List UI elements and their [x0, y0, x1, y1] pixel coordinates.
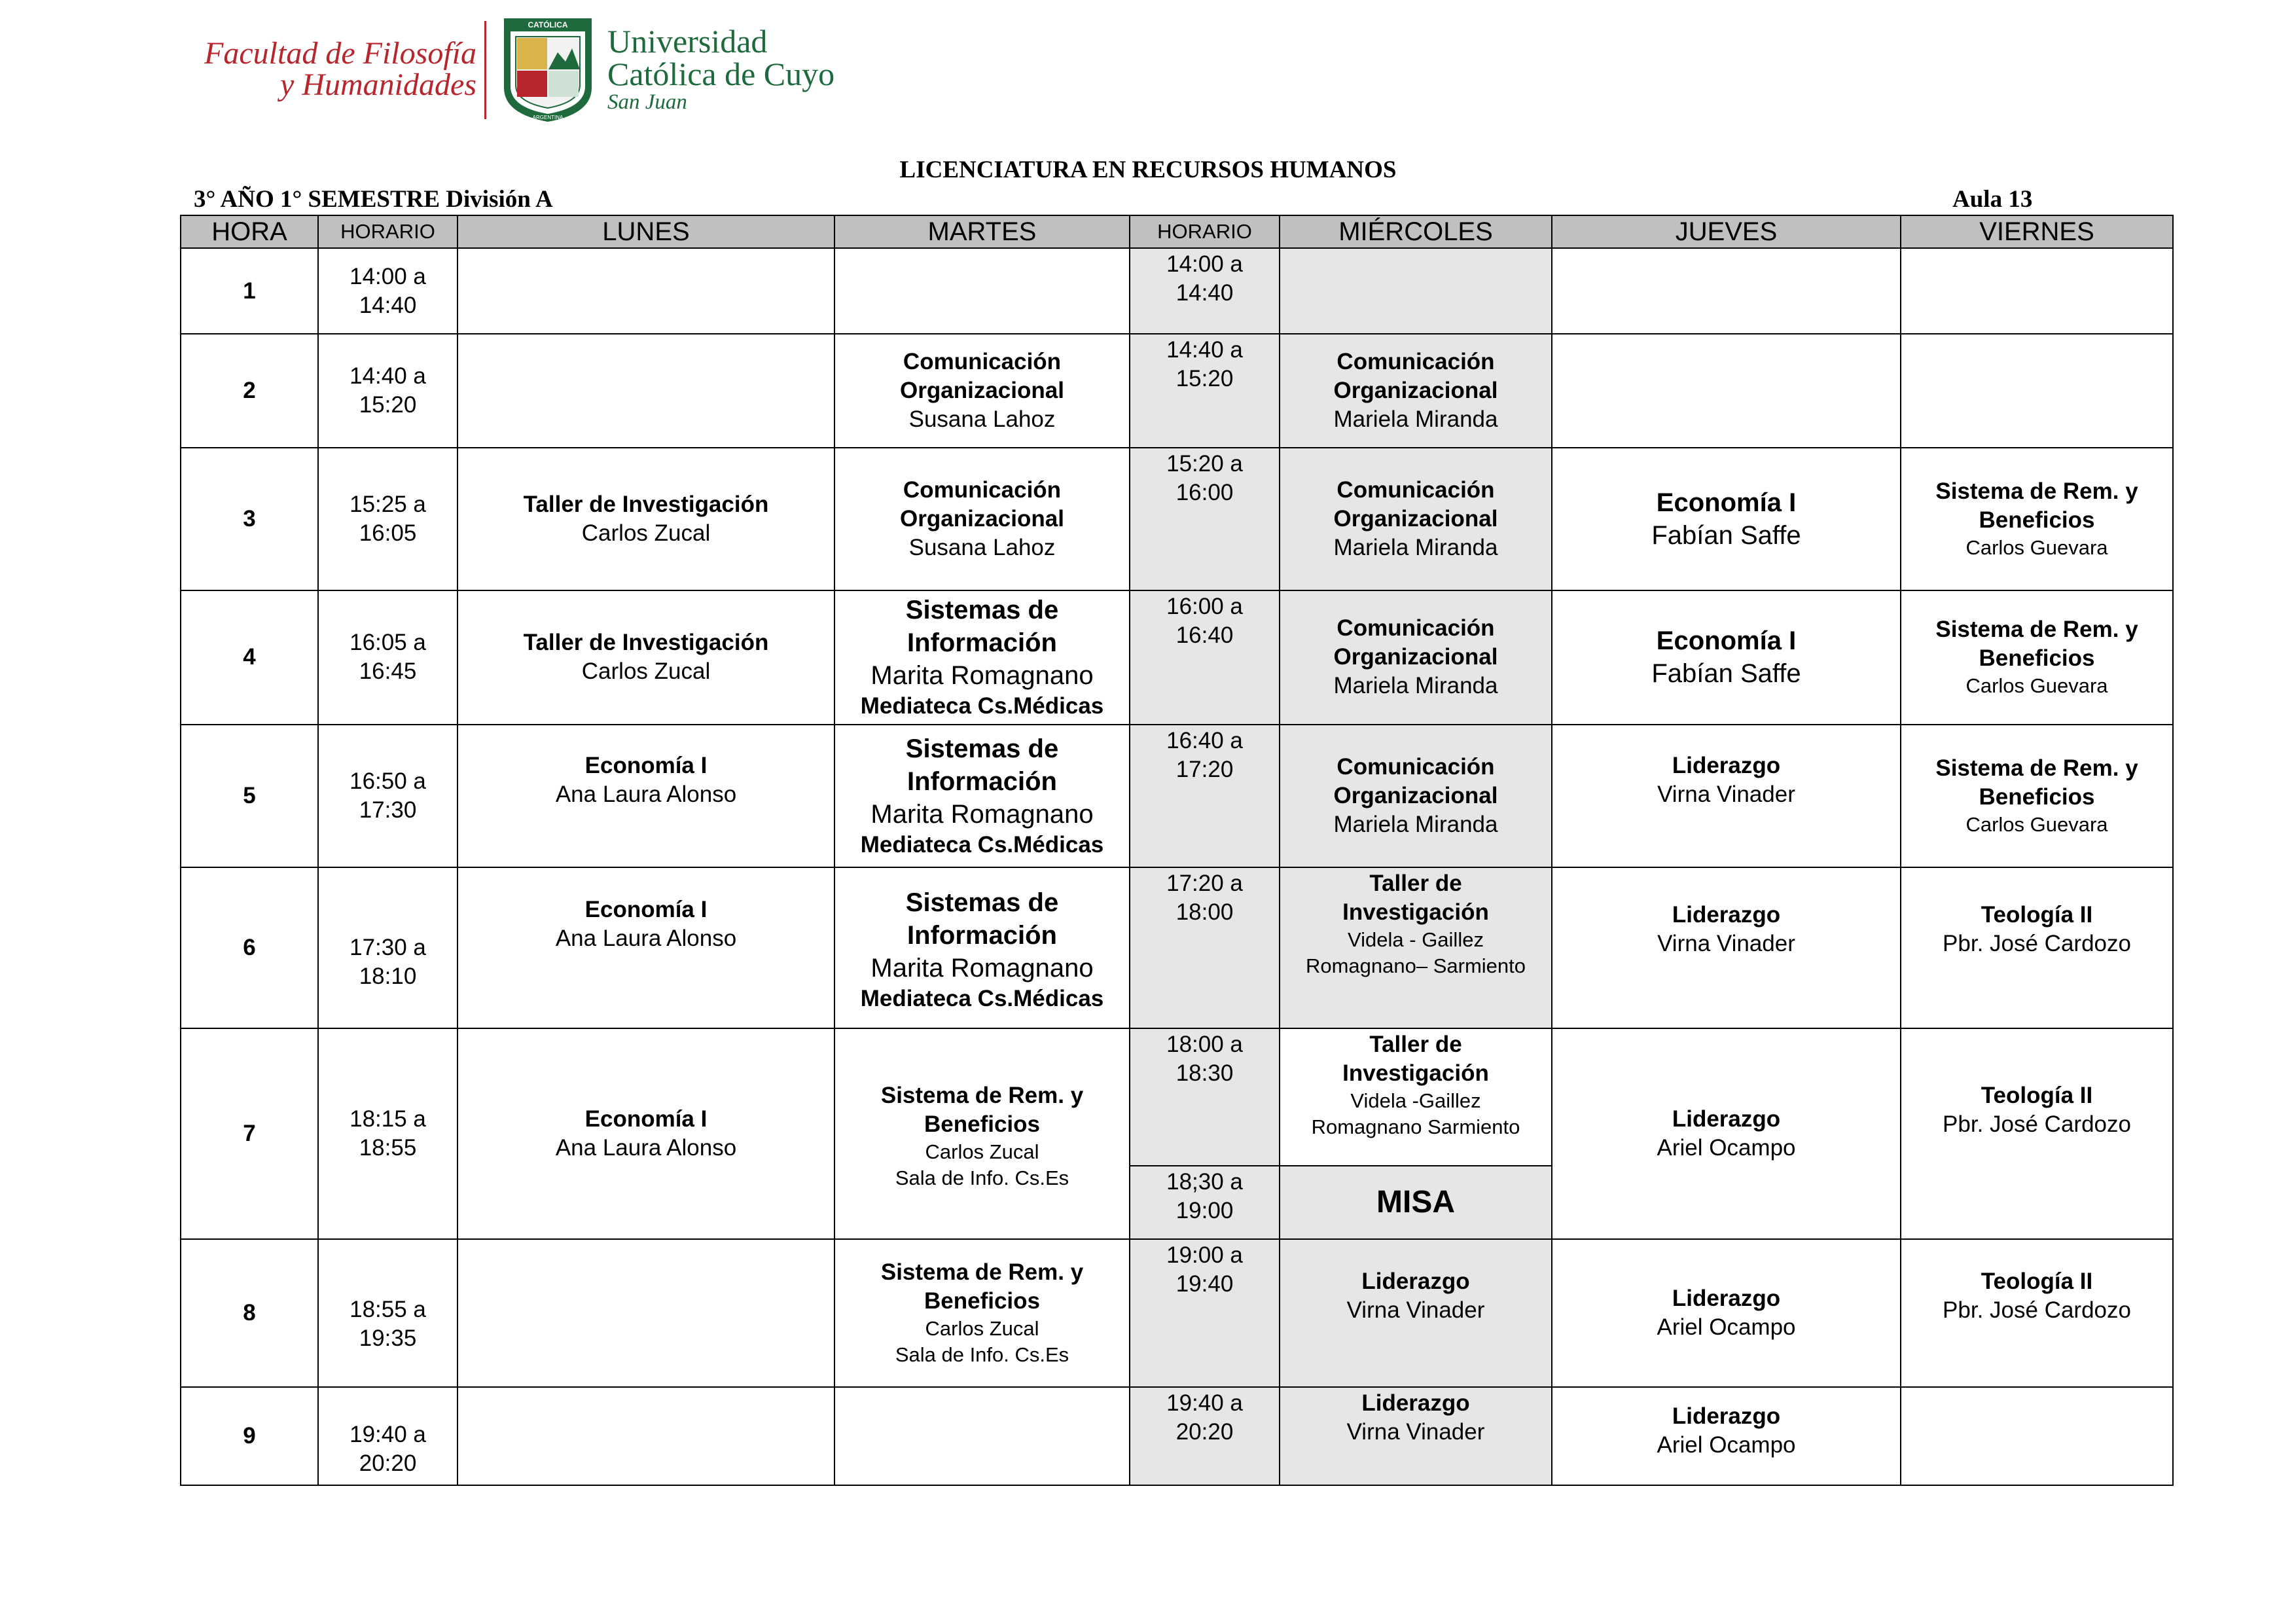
horario-start: 16:05 a	[350, 630, 426, 656]
horario-start: 18:55 a	[350, 1297, 426, 1323]
lunes-cell	[457, 248, 834, 334]
hora-cell: 6	[181, 867, 318, 1028]
horario-end: 14:40	[359, 292, 417, 318]
teacher-name: Virna Vinader	[1657, 782, 1795, 808]
martes-cell	[834, 1028, 1130, 1240]
subject-name: Sistemas de	[905, 888, 1059, 918]
teacher-name: Ariel Ocampo	[1657, 1135, 1796, 1161]
subject-name: Economía I	[584, 1106, 708, 1132]
subject-name: Beneficios	[1979, 645, 2095, 672]
miercoles-cell	[1280, 725, 1552, 867]
col-header-miercoles: MIÉRCOLES	[1280, 215, 1552, 248]
horario2-cell	[1130, 590, 1280, 725]
horario-end: 16:45	[359, 659, 417, 685]
martes-cell	[834, 448, 1130, 590]
subject-name: Teología II	[1981, 1269, 2093, 1295]
subject-name: Investigación	[1342, 899, 1489, 926]
horario-cell	[318, 448, 457, 590]
subject-name: Economía I	[584, 897, 708, 923]
schedule-row	[181, 448, 2173, 590]
teacher-name: Romagnano– Sarmiento	[1305, 954, 1526, 978]
header-divider	[484, 21, 486, 119]
teacher-name: Carlos Zucal	[925, 1140, 1039, 1163]
miercoles-cell	[1280, 1028, 1552, 1166]
horario2-cell	[1130, 248, 1280, 334]
lunes-cell	[457, 1387, 834, 1485]
horario2-start: 16:40 a	[1166, 728, 1243, 754]
hora-cell: 3	[181, 448, 318, 590]
subject-name: Información	[907, 921, 1057, 950]
horario-end: 19:35	[359, 1326, 417, 1352]
subject-name: Investigación	[1342, 1060, 1489, 1086]
martes-cell	[834, 1239, 1130, 1386]
horario2-cell	[1130, 1239, 1280, 1386]
subject-name: Sistema de Rem. y	[880, 1259, 1084, 1286]
horario2-end: 18:30	[1175, 1060, 1234, 1086]
horario2-start: 14:40 a	[1166, 337, 1243, 363]
page-header	[183, 13, 903, 128]
subject-name: Liderazgo	[1361, 1390, 1470, 1416]
horario-cell	[318, 867, 457, 1028]
teacher-name: Marita Romagnano	[870, 661, 1094, 691]
subject-name: Liderazgo	[1672, 1106, 1781, 1132]
subject-name: Sistema de Rem. y	[1935, 755, 2138, 782]
horario-end: 18:55	[359, 1135, 417, 1161]
subject-name: Organizacional	[900, 506, 1064, 532]
jueves-cell	[1552, 590, 1901, 725]
viernes-cell	[1901, 590, 2173, 725]
subject-name: Teología II	[1981, 902, 2093, 928]
subject-name: Información	[907, 628, 1057, 658]
subject-name: Organizacional	[900, 378, 1064, 404]
schedule-header-row	[181, 215, 2173, 248]
teacher-name: Mariela Miranda	[1333, 535, 1498, 561]
horario-cell	[318, 1387, 457, 1485]
col-header-horario: HORARIO	[318, 215, 457, 248]
jueves-cell	[1552, 725, 1901, 867]
schedule-row	[181, 1239, 2173, 1386]
university-name-line3: San Juan	[607, 90, 687, 114]
university-crest-logo	[501, 16, 594, 123]
schedule-row	[181, 867, 2173, 1028]
jueves-cell	[1552, 1028, 1901, 1240]
horario-cell	[318, 590, 457, 725]
subject-name: Sistema de Rem. y	[1935, 478, 2138, 505]
horario2-start: 19:00 a	[1166, 1242, 1243, 1269]
horario-cell	[318, 1028, 457, 1240]
teacher-name: Carlos Guevara	[1965, 813, 2108, 837]
horario-start: 16:50 a	[350, 768, 426, 795]
lunes-cell	[457, 867, 834, 1028]
teacher-name: Pbr. José Cardozo	[1943, 931, 2131, 957]
teacher-name: Carlos Zucal	[925, 1317, 1039, 1341]
schedule-row	[181, 248, 2173, 334]
horario2-start: 17:20 a	[1166, 871, 1243, 897]
horario2-cell	[1130, 725, 1280, 867]
horario-end: 18:10	[359, 964, 417, 990]
crest-text-bottom: ARGENTINA	[532, 115, 564, 120]
teacher-name: Ana Laura Alonso	[555, 782, 737, 808]
subject-name: Taller de Investigación	[523, 492, 769, 518]
horario2-end: 20:20	[1175, 1418, 1234, 1445]
schedule-row	[181, 590, 2173, 725]
horario-cell	[318, 248, 457, 334]
subject-name: Liderazgo	[1361, 1269, 1470, 1295]
teacher-name: Fabían Saffe	[1651, 521, 1801, 550]
horario2-cell	[1130, 334, 1280, 448]
hora-cell: 4	[181, 590, 318, 725]
lunes-cell	[457, 334, 834, 448]
teacher-name: Virna Vinader	[1657, 931, 1795, 957]
subject-name: Organizacional	[1333, 783, 1498, 809]
subject-name: Sistemas de	[905, 596, 1059, 625]
subject-name: Teología II	[1981, 1082, 2093, 1108]
horario2-start: 18:00 a	[1166, 1031, 1243, 1057]
jueves-cell	[1552, 1239, 1901, 1386]
subject-name: MISA	[1376, 1185, 1455, 1220]
subject-name: Beneficios	[924, 1288, 1040, 1314]
jueves-cell	[1552, 334, 1901, 448]
horario2-cell	[1130, 448, 1280, 590]
hora-cell: 7	[181, 1028, 318, 1240]
horario2-end: 16:00	[1175, 480, 1234, 506]
horario2-start: 19:40 a	[1166, 1390, 1243, 1416]
martes-cell	[834, 590, 1130, 725]
horario-end: 16:05	[359, 520, 417, 547]
subject-name: Liderazgo	[1672, 902, 1781, 928]
teacher-name: Marita Romagnano	[870, 954, 1094, 983]
location-name: Sala de Info. Cs.Es	[895, 1343, 1069, 1367]
jueves-cell	[1552, 1387, 1901, 1485]
subject-name: Sistemas de	[905, 734, 1059, 764]
viernes-cell	[1901, 725, 2173, 867]
martes-cell	[834, 334, 1130, 448]
lunes-cell	[457, 1239, 834, 1386]
teacher-name: Videla - Gaillez	[1348, 928, 1484, 952]
lunes-cell	[457, 725, 834, 867]
horario2-cell	[1130, 867, 1280, 1028]
teacher-name: Mariela Miranda	[1333, 673, 1498, 699]
subject-name: Beneficios	[924, 1111, 1040, 1137]
teacher-name: Ana Laura Alonso	[555, 1135, 737, 1161]
subject-name: Información	[907, 767, 1057, 797]
subject-name: Organizacional	[1333, 644, 1498, 670]
horario-start: 19:40 a	[350, 1421, 426, 1447]
location-name: Mediateca Cs.Médicas	[860, 693, 1104, 719]
miercoles-cell	[1280, 1239, 1552, 1386]
horario-end: 20:20	[359, 1450, 417, 1476]
subject-name: Comunicación	[903, 349, 1062, 375]
lunes-cell	[457, 448, 834, 590]
horario-end: 15:20	[359, 392, 417, 418]
col-header-horario-2: HORARIO	[1130, 215, 1280, 248]
university-name	[607, 25, 834, 114]
subject-name: Liderazgo	[1672, 1403, 1781, 1429]
jueves-cell	[1552, 448, 1901, 590]
horario2-cell	[1130, 1028, 1280, 1166]
viernes-cell	[1901, 1239, 2173, 1386]
miercoles-cell	[1280, 334, 1552, 448]
horario2-start: 15:20 a	[1166, 451, 1243, 477]
schedule-table	[180, 215, 2174, 1486]
teacher-name: Ana Laura Alonso	[555, 926, 737, 952]
horario2-end: 19:00	[1175, 1198, 1234, 1224]
teacher-name: Mariela Miranda	[1333, 812, 1498, 838]
subject-name: Economía I	[584, 753, 708, 779]
faculty-name-line2: y Humanidades	[280, 67, 476, 102]
teacher-name: Carlos Zucal	[581, 520, 711, 547]
horario2-start: 14:00 a	[1166, 251, 1243, 277]
horario2-start: 18;30 a	[1166, 1169, 1243, 1195]
viernes-cell	[1901, 448, 2173, 590]
col-header-lunes: LUNES	[457, 215, 834, 248]
faculty-name-line1: Facultad de Filosofía	[204, 36, 476, 71]
university-name-line1: Universidad	[607, 23, 768, 60]
schedule-row	[181, 334, 2173, 448]
university-name-line2: Católica de Cuyo	[607, 56, 835, 92]
martes-cell	[834, 248, 1130, 334]
miercoles-cell	[1280, 448, 1552, 590]
horario2-end: 18:00	[1175, 899, 1234, 926]
teacher-name: Carlos Zucal	[581, 659, 711, 685]
horario2-cell	[1130, 1387, 1280, 1485]
lunes-cell	[457, 590, 834, 725]
classroom-label: Aula 13	[1952, 186, 2033, 213]
teacher-name: Pbr. José Cardozo	[1943, 1111, 2131, 1137]
teacher-name: Pbr. José Cardozo	[1943, 1297, 2131, 1324]
teacher-name: Ariel Ocampo	[1657, 1314, 1796, 1341]
subject-name: Taller de	[1369, 871, 1462, 897]
subject-name: Comunicación	[1336, 615, 1495, 641]
teacher-name: Carlos Guevara	[1965, 536, 2108, 560]
subject-name: Taller de	[1369, 1031, 1462, 1057]
teacher-name: Marita Romagnano	[870, 800, 1094, 829]
viernes-cell	[1901, 248, 2173, 334]
hora-cell: 8	[181, 1239, 318, 1386]
subject-name: Liderazgo	[1672, 1286, 1781, 1312]
subject-name: Beneficios	[1979, 784, 2095, 810]
horario-cell	[318, 334, 457, 448]
subject-name: Comunicación	[1336, 754, 1495, 780]
subject-name: Organizacional	[1333, 506, 1498, 532]
subject-name: Organizacional	[1333, 378, 1498, 404]
subject-name: Comunicación	[1336, 477, 1495, 503]
horario2-start: 16:00 a	[1166, 593, 1243, 619]
subject-name: Liderazgo	[1672, 753, 1781, 779]
subject-name: Sistema de Rem. y	[880, 1082, 1084, 1108]
hora-cell: 9	[181, 1387, 318, 1485]
horario2-end: 14:40	[1175, 280, 1234, 306]
horario-cell	[318, 725, 457, 867]
program-title: LICENCIATURA EN RECURSOS HUMANOS	[899, 156, 1397, 183]
martes-cell	[834, 725, 1130, 867]
horario2-end: 19:40	[1175, 1271, 1234, 1297]
subject-name: Economía I	[1656, 488, 1797, 518]
teacher-name: Videla -Gaillez	[1350, 1089, 1481, 1112]
jueves-cell	[1552, 867, 1901, 1028]
teacher-name: Virna Vinader	[1346, 1418, 1485, 1445]
schedule-row	[181, 1387, 2173, 1485]
location-name: Mediateca Cs.Médicas	[860, 832, 1104, 858]
teacher-name: Romagnano Sarmiento	[1311, 1115, 1520, 1138]
col-header-hora: HORA	[181, 215, 318, 248]
martes-cell	[834, 1387, 1130, 1485]
horario-end: 17:30	[359, 797, 417, 823]
viernes-cell	[1901, 867, 2173, 1028]
horario2-end: 17:20	[1175, 757, 1234, 783]
jueves-cell	[1552, 248, 1901, 334]
schedule-row	[181, 1028, 2173, 1166]
horario2-end: 16:40	[1175, 622, 1234, 648]
miercoles-cell	[1280, 867, 1552, 1028]
col-header-martes: MARTES	[834, 215, 1130, 248]
col-header-viernes: VIERNES	[1901, 215, 2173, 248]
subject-name: Taller de Investigación	[523, 630, 769, 656]
teacher-name: Susana Lahoz	[908, 535, 1056, 561]
martes-cell	[834, 867, 1130, 1028]
subject-name: Comunicación	[903, 477, 1062, 503]
teacher-name: Mariela Miranda	[1333, 406, 1498, 433]
subject-name: Beneficios	[1979, 507, 2095, 533]
miercoles-cell	[1280, 1387, 1552, 1485]
viernes-cell	[1901, 1028, 2173, 1240]
horario2-end: 15:20	[1175, 366, 1234, 392]
horario-cell	[318, 1239, 457, 1386]
teacher-name: Virna Vinader	[1346, 1297, 1485, 1324]
subject-name: Economía I	[1656, 626, 1797, 656]
teacher-name: Susana Lahoz	[908, 406, 1056, 433]
crest-text-top: CATÓLICA	[528, 20, 568, 29]
horario2-cell	[1130, 1166, 1280, 1239]
schedule-row	[181, 725, 2173, 867]
location-name: Sala de Info. Cs.Es	[895, 1166, 1069, 1189]
miercoles-cell-misa	[1280, 1166, 1552, 1239]
teacher-name: Fabían Saffe	[1651, 659, 1801, 689]
year-semester-label: 3° AÑO 1° SEMESTRE División A	[194, 186, 553, 213]
subject-name: Comunicación	[1336, 349, 1495, 375]
hora-cell: 5	[181, 725, 318, 867]
horario-start: 15:25 a	[350, 492, 426, 518]
lunes-cell	[457, 1028, 834, 1240]
col-header-jueves: JUEVES	[1552, 215, 1901, 248]
hora-cell: 1	[181, 248, 318, 334]
miercoles-cell	[1280, 248, 1552, 334]
hora-cell: 2	[181, 334, 318, 448]
teacher-name: Ariel Ocampo	[1657, 1432, 1796, 1458]
teacher-name: Carlos Guevara	[1965, 674, 2108, 698]
viernes-cell	[1901, 1387, 2173, 1485]
subject-name: Sistema de Rem. y	[1935, 617, 2138, 643]
horario-start: 18:15 a	[350, 1106, 426, 1132]
viernes-cell	[1901, 334, 2173, 448]
location-name: Mediateca Cs.Médicas	[860, 986, 1104, 1012]
horario-start: 14:40 a	[350, 363, 426, 389]
miercoles-cell	[1280, 590, 1552, 725]
horario-start: 14:00 a	[350, 263, 426, 289]
horario-start: 17:30 a	[350, 935, 426, 961]
